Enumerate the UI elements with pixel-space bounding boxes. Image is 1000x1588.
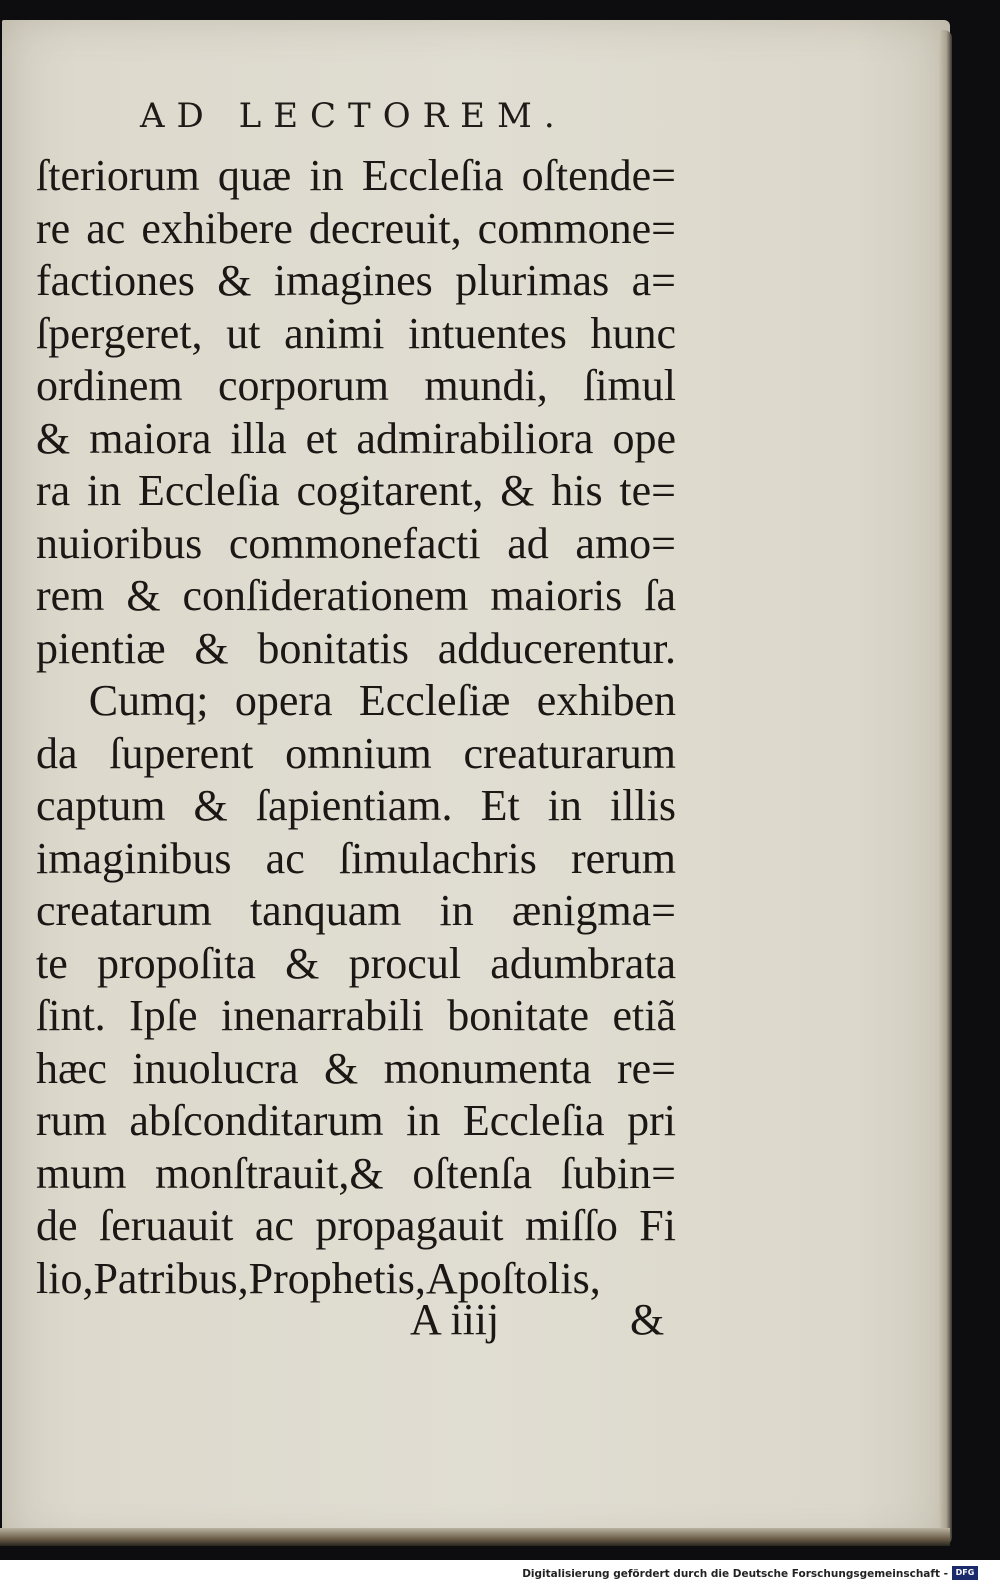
page-right-edge — [938, 30, 952, 1545]
text-line: te propoſita & procul adumbrata — [36, 938, 676, 988]
credit-bar — [0, 1560, 1000, 1588]
text-line: captum & ſapientiam. Et in illis — [36, 781, 676, 830]
credit-text: Digitalisierung gefördert durch die Deutsche Forschungsgemeinschaft - — [522, 1568, 948, 1580]
text-line: mum monſtrauit,& oſtenſa ſubin= — [36, 1148, 676, 1198]
dfg-logo: DFG — [952, 1566, 978, 1580]
catchword: & — [630, 1295, 665, 1344]
text-line: da ſuperent omnium creaturarum — [36, 728, 676, 778]
text-line: de ſeruauit ac propagauit miſſo Fi — [36, 1201, 676, 1250]
text-line: lio,Patribus,Prophetis,Apoſtolis, — [36, 1253, 601, 1303]
text-line: ſint. Ipſe inenarrabili bonitate etiã — [36, 991, 676, 1040]
text-line: rum abſconditarum in Eccleſia pri — [36, 1096, 676, 1145]
text-line: ſpergeret, ut animi intuentes hunc — [36, 308, 676, 358]
running-head: AD LECTOREM. — [140, 96, 567, 136]
text-line: imaginibus ac ſimulachris rerum — [36, 833, 676, 883]
text-line: creatarum tanquam in ænigma= — [36, 886, 676, 935]
text-line: nuioribus commonefacti ad amo= — [36, 518, 676, 568]
body-text — [36, 150, 676, 1305]
text-line: ordinem corporum mundi, ſimul — [36, 361, 676, 410]
text-line: ſteriorum quæ in Eccleſia oſtende= — [36, 151, 676, 200]
text-line: ra in Eccleſia cogitarent, & his te= — [36, 466, 676, 515]
page-bottom-edge — [0, 1528, 950, 1546]
text-line: factiones & imagines plurimas a= — [36, 256, 676, 305]
text-line: Cumq; opera Eccleſiæ exhiben — [36, 676, 676, 725]
signature-mark: A iiij — [410, 1295, 500, 1344]
text-line: re ac exhibere decreuit, commone= — [36, 203, 676, 253]
text-line: pientiæ & bonitatis adducerentur. — [36, 623, 676, 673]
text-line: & maiora illa et admirabiliora ope — [36, 413, 676, 463]
text-line: rem & conſiderationem maioris ſa — [36, 571, 676, 620]
text-line: hæc inuolucra & monumenta re= — [36, 1043, 676, 1093]
